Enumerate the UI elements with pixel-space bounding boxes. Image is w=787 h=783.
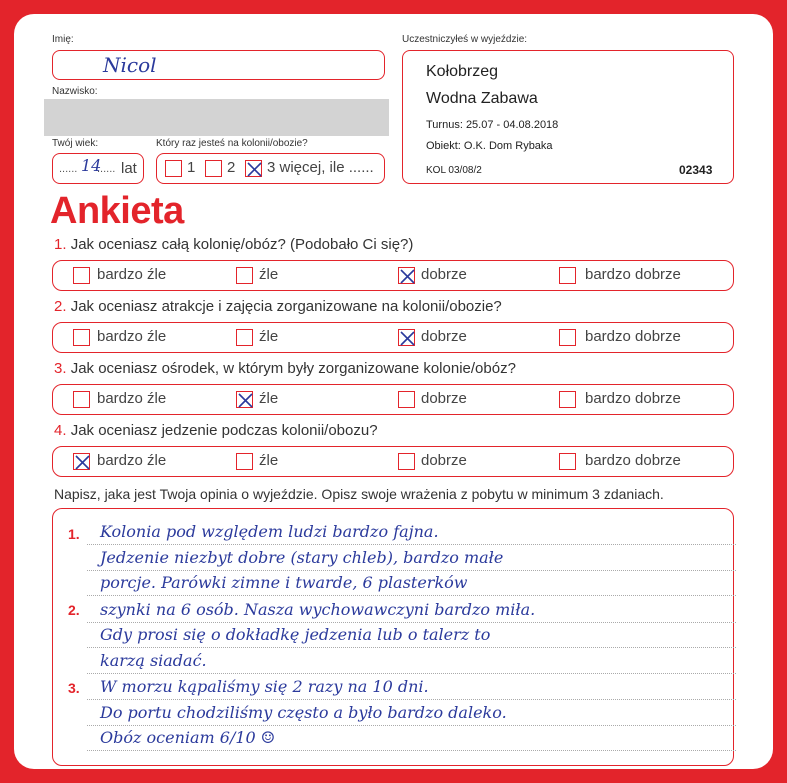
opinion-prompt: Napisz, jaka jest Twoja opinia o wyjeździe. Opisz swoje wrażenia z pobytu w minimum 3 zdaniach. bbox=[54, 486, 664, 502]
option-label: źle bbox=[259, 452, 279, 469]
which-time-field bbox=[156, 153, 385, 184]
which-time-checkbox-2[interactable] bbox=[205, 160, 222, 177]
option-label: źle bbox=[259, 328, 279, 345]
option-label: źle bbox=[259, 390, 279, 407]
checkbox-q2-opt2[interactable] bbox=[236, 329, 253, 346]
option-label: bardzo dobrze bbox=[585, 328, 681, 345]
writing-rule bbox=[87, 622, 736, 623]
opinion-line-7: W morzu kąpaliśmy się 2 razy na 10 dni. bbox=[100, 677, 429, 696]
option-label: bardzo źle bbox=[97, 390, 167, 407]
question-number: 1. bbox=[54, 236, 67, 253]
writing-rule bbox=[87, 544, 736, 545]
option-label: bardzo źle bbox=[97, 452, 167, 469]
opinion-line-5: Gdy prosi się o dokładkę jedzenia lub o talerz to bbox=[100, 625, 491, 644]
checkbox-q3-opt1[interactable] bbox=[73, 391, 90, 408]
writing-rule bbox=[87, 750, 736, 751]
writing-rule bbox=[87, 699, 736, 700]
checkbox-q4-opt4[interactable] bbox=[559, 453, 576, 470]
question-text: Jak oceniasz jedzenie podczas kolonii/obozu? bbox=[70, 422, 378, 439]
option-label: bardzo źle bbox=[97, 266, 167, 283]
checkbox-q1-opt2[interactable] bbox=[236, 267, 253, 284]
name-field[interactable] bbox=[52, 50, 385, 80]
check-mark-icon bbox=[399, 268, 416, 285]
age-label: Twój wiek: bbox=[52, 138, 99, 149]
opinion-number-3: 3. bbox=[68, 680, 80, 696]
question-text: Jak oceniasz całą kolonię/obóz? (Podobało Ci się?) bbox=[70, 236, 414, 253]
answer-row-2 bbox=[52, 322, 734, 353]
which-time-checkbox-1[interactable] bbox=[165, 160, 182, 177]
checkbox-q2-opt3[interactable] bbox=[398, 329, 415, 346]
opinion-number-1: 1. bbox=[68, 526, 80, 542]
checkbox-q3-opt4[interactable] bbox=[559, 391, 576, 408]
opinion-line-1: Kolonia pod względem ludzi bardzo fajna. bbox=[100, 522, 439, 541]
checkbox-q4-opt2[interactable] bbox=[236, 453, 253, 470]
question-2 bbox=[54, 298, 502, 315]
camp-info-box bbox=[402, 50, 734, 184]
option-label: bardzo dobrze bbox=[585, 390, 681, 407]
camp-obiekt: Obiekt: O.K. Dom Rybaka bbox=[426, 140, 553, 152]
question-text: Jak oceniasz ośrodek, w którym były zorganizowane kolonie/obóz? bbox=[70, 360, 516, 377]
checkbox-q3-opt3[interactable] bbox=[398, 391, 415, 408]
answer-row-1 bbox=[52, 260, 734, 291]
checkbox-q1-opt4[interactable] bbox=[559, 267, 576, 284]
checkbox-q4-opt3[interactable] bbox=[398, 453, 415, 470]
camp-turnus: Turnus: 25.07 - 04.08.2018 bbox=[426, 119, 559, 131]
question-number: 3. bbox=[54, 360, 67, 377]
option-label: bardzo dobrze bbox=[585, 266, 681, 283]
which-time-label-1: 1 bbox=[187, 159, 196, 176]
question-number: 4. bbox=[54, 422, 67, 439]
option-label: dobrze bbox=[421, 452, 467, 469]
name-label: Imię: bbox=[52, 34, 74, 45]
check-mark-icon bbox=[399, 330, 416, 347]
checkbox-q4-opt1[interactable] bbox=[73, 453, 90, 470]
question-number: 2. bbox=[54, 298, 67, 315]
option-label: bardzo źle bbox=[97, 328, 167, 345]
opinion-line-4: szynki na 6 osób. Nasza wychowawczyni bardzo miła. bbox=[100, 600, 536, 619]
surname-redacted bbox=[44, 99, 389, 136]
writing-rule bbox=[87, 595, 736, 596]
age-value: 14 bbox=[81, 156, 102, 175]
option-label: źle bbox=[259, 266, 279, 283]
check-mark-icon bbox=[246, 161, 263, 178]
camp-name: Wodna Zabawa bbox=[426, 90, 538, 107]
surname-label: Nazwisko: bbox=[52, 86, 98, 97]
age-dots-right: ...... bbox=[97, 163, 116, 175]
question-4 bbox=[54, 422, 378, 439]
writing-rule bbox=[87, 647, 736, 648]
page-title: Ankieta bbox=[50, 190, 184, 232]
opinion-line-2: Jedzenie niezbyt dobre (stary chleb), bardzo małe bbox=[100, 548, 504, 567]
question-text: Jak oceniasz atrakcje i zajęcia zorganizowane na kolonii/obozie? bbox=[70, 298, 502, 315]
checkbox-q1-opt3[interactable] bbox=[398, 267, 415, 284]
option-label: dobrze bbox=[421, 266, 467, 283]
which-time-checkbox-3[interactable] bbox=[245, 160, 262, 177]
which-time-label: Który raz jesteś na kolonii/obozie? bbox=[156, 138, 308, 149]
checkbox-q2-opt1[interactable] bbox=[73, 329, 90, 346]
which-time-label-3: 3 więcej, ile ...... bbox=[267, 159, 374, 176]
opinion-line-8: Do portu chodziliśmy często a było bardzo daleko. bbox=[100, 703, 507, 722]
camp-city: Kołobrzeg bbox=[426, 63, 499, 80]
writing-rule bbox=[87, 570, 736, 571]
name-value: Nicol bbox=[103, 53, 157, 77]
option-label: bardzo dobrze bbox=[585, 452, 681, 469]
writing-rule bbox=[87, 725, 736, 726]
writing-rule bbox=[87, 673, 736, 674]
camp-code: KOL 03/08/2 bbox=[426, 165, 482, 176]
check-mark-icon bbox=[237, 392, 254, 409]
checkbox-q1-opt1[interactable] bbox=[73, 267, 90, 284]
question-1 bbox=[54, 236, 413, 253]
check-mark-icon bbox=[74, 454, 91, 471]
age-unit: lat bbox=[121, 160, 137, 177]
opinion-number-2: 2. bbox=[68, 602, 80, 618]
age-field[interactable] bbox=[52, 153, 144, 184]
answer-row-4 bbox=[52, 446, 734, 477]
question-3 bbox=[54, 360, 516, 377]
which-time-label-2: 2 bbox=[227, 159, 236, 176]
checkbox-q2-opt4[interactable] bbox=[559, 329, 576, 346]
age-dots-left: ...... bbox=[59, 163, 78, 175]
opinion-line-6: karzą siadać. bbox=[100, 651, 207, 670]
survey-sheet bbox=[14, 14, 773, 769]
camp-number: 02343 bbox=[679, 163, 713, 177]
opinion-line-3: porcje. Parówki zimne i twarde, 6 plasterków bbox=[100, 573, 468, 592]
checkbox-q3-opt2[interactable] bbox=[236, 391, 253, 408]
camp-label: Uczestniczyłeś w wyjeździe: bbox=[402, 34, 528, 45]
opinion-line-9: Obóz oceniam 6/10 ☺ bbox=[100, 728, 276, 747]
option-label: dobrze bbox=[421, 390, 467, 407]
option-label: dobrze bbox=[421, 328, 467, 345]
answer-row-3 bbox=[52, 384, 734, 415]
